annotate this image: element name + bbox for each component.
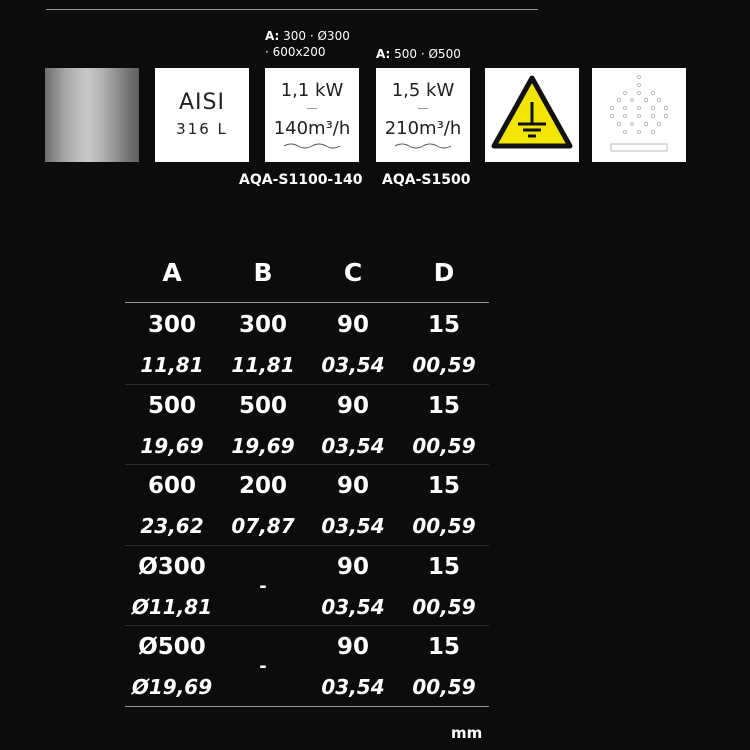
earth-ground-warning-tile (485, 68, 579, 162)
power-value: 1,5 kW (391, 80, 455, 101)
row-divider (125, 464, 489, 465)
flow-value: 140m³/h (273, 118, 351, 139)
power-tile-1500 (376, 68, 470, 162)
row-divider (125, 625, 489, 626)
model-aqa-s1500: AQA-S1500 (382, 172, 471, 188)
model-aqa-s1100-140: AQA-S1100-140 (239, 172, 363, 188)
table-bottom-divider (125, 706, 489, 707)
row-divider (125, 384, 489, 385)
steel-finish-tile (45, 68, 139, 162)
unit-label: mm (451, 724, 483, 742)
col-header-c: C (343, 258, 363, 287)
note-1500: A: 500 · Ø500 (376, 47, 461, 61)
flow-value: 210m³/h (384, 118, 462, 139)
spray-pattern-icon (592, 68, 686, 162)
ground-warning-icon (485, 68, 579, 162)
top-divider (46, 9, 538, 10)
wave-icon (283, 142, 341, 150)
wave-icon (394, 142, 452, 150)
power-value: 1,1 kW (280, 80, 344, 101)
col-header-d: D (433, 258, 455, 287)
aisi-316l-tile (155, 68, 249, 162)
note-1100: A: 300 · Ø300 · 600x200 (265, 29, 350, 59)
spray-pattern-tile (592, 68, 686, 162)
aisi-label: AISI (179, 90, 225, 115)
power-tile-1100 (265, 68, 359, 162)
col-header-b: B (253, 258, 273, 287)
row-divider (125, 545, 489, 546)
header-divider (125, 302, 489, 303)
aisi-grade: 316 L (176, 120, 228, 138)
col-header-a: A (162, 258, 182, 287)
